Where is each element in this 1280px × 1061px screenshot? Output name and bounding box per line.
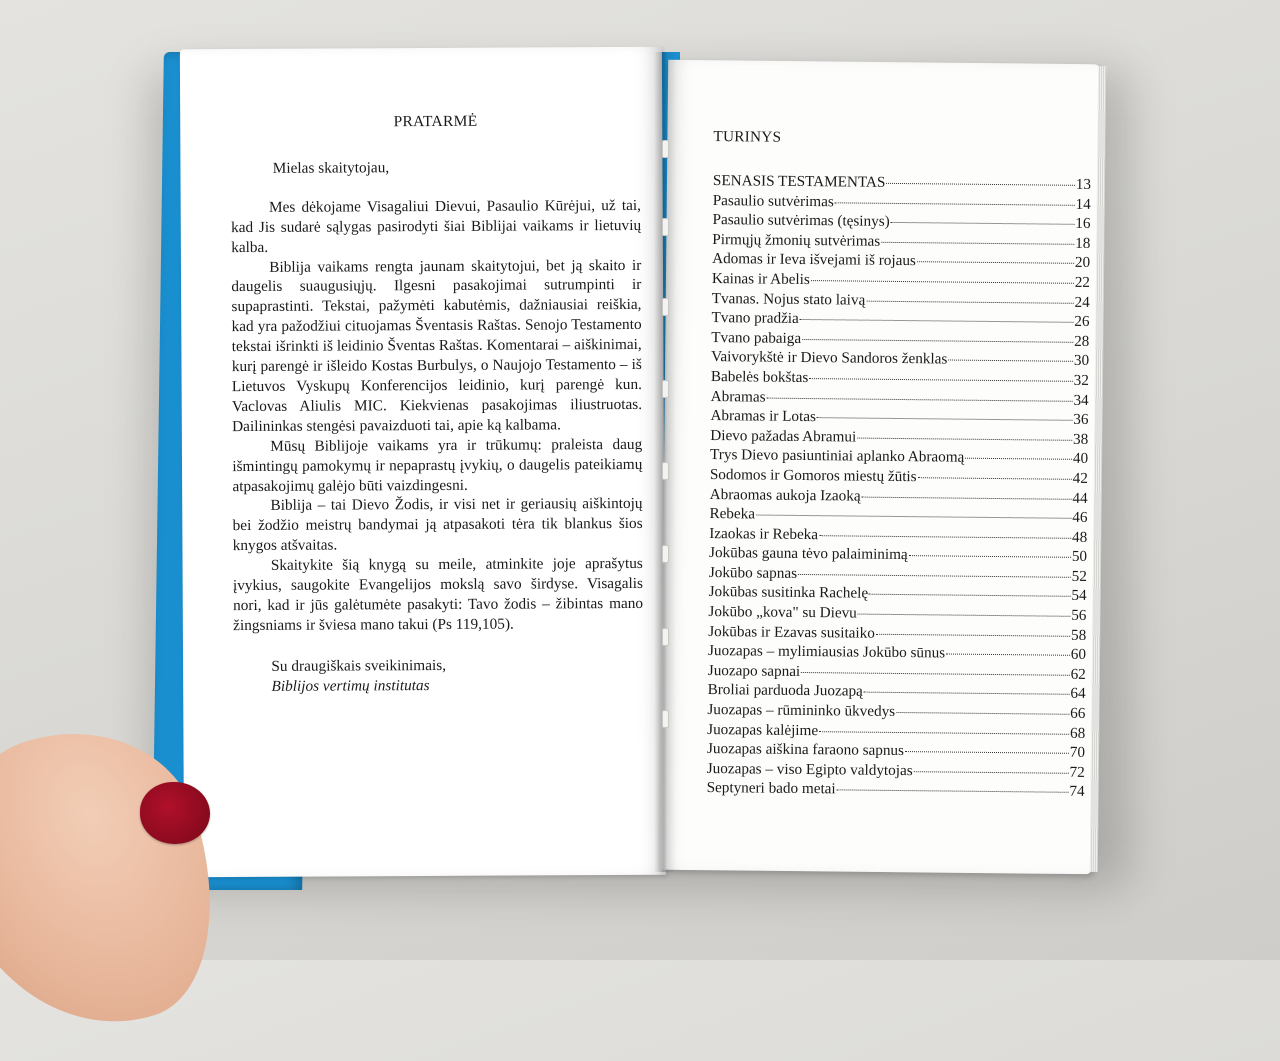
toc-entry-page: 58: [1070, 626, 1087, 644]
toc-leader-dots: [756, 515, 1071, 519]
toc-entry-page: 38: [1073, 430, 1089, 448]
toc-entry-page: 42: [1072, 469, 1088, 487]
toc-entry-title: Broliai parduoda Juozapą: [707, 681, 863, 701]
toc-entry-page: 48: [1071, 528, 1088, 546]
toc-entry-page: 16: [1075, 215, 1091, 233]
toc-leader-dots: [801, 672, 1069, 676]
toc-entry-title: Sodomos ir Gomoros miestų žūtis: [709, 465, 917, 486]
binding-stitch: [662, 462, 669, 480]
toc-leader-dots: [857, 437, 1072, 440]
toc-leader-dots: [965, 458, 1072, 460]
toc-entry-page: 72: [1069, 763, 1085, 781]
preface-paragraph: Mes dėkojame Visagaliui Dievui, Pasaulio Kūrėjui, už tai, kad Jis sudarė sąlygas pasirodyti šiai Biblijai vaikams ir lietuvių kalba.: [231, 196, 642, 256]
binding-stitch: [662, 298, 669, 316]
toc-entry-page: 13: [1075, 175, 1092, 193]
toc-entry-title: Juozapas – viso Egipto valdytojas: [706, 759, 913, 779]
toc-entry-title: Jokūbo sapnas: [708, 563, 798, 582]
toc-entry-page: 28: [1074, 332, 1090, 350]
toc-entry-title: Jokūbo „kova" su Dievu: [708, 603, 857, 622]
toc-entry-page: 40: [1072, 450, 1089, 468]
binding-stitch: [662, 218, 669, 236]
toc-entry-page: 64: [1070, 685, 1086, 703]
toc-entry-page: 44: [1072, 489, 1088, 507]
toc-entry-title: SENASIS TESTAMENTAS: [712, 172, 886, 191]
toc-entry-page: 56: [1071, 606, 1087, 625]
toc-leader-dots: [909, 555, 1071, 558]
toc-entry-title: Tvanas. Nojus stato laivą: [711, 289, 866, 309]
toc-leader-dots: [862, 496, 1072, 499]
toc-leader-dots: [802, 339, 1073, 343]
toc-entry-page: 60: [1070, 646, 1087, 664]
toc-entry-page: 68: [1069, 724, 1086, 742]
toc-entry-title: Jokūbas gauna tėvo palaiminimą: [708, 544, 908, 564]
preface-signature: Biblijos vertimų institutas: [271, 676, 430, 695]
toc-entry-title: Kainas ir Abelis: [711, 270, 810, 289]
toc-leader-dots: [811, 280, 1074, 284]
preface-paragraph: Biblija – tai Dievo Žodis, ir visi net ir geriausių aiškintojų bei žodžio meistrų bandymai ją atpasakoti tėra tik blankus šios knygos atšvaitas.: [232, 495, 643, 555]
preface-text: [230, 111, 643, 697]
toc-entry-page: 62: [1070, 665, 1086, 683]
toc-entry-page: 20: [1074, 254, 1091, 272]
toc-leader-dots: [914, 771, 1069, 774]
toc-entry-page: 34: [1073, 391, 1089, 409]
toc-entry-page: 54: [1071, 587, 1087, 605]
preface-closing: Su draugiškais sveikinimais,: [271, 656, 447, 675]
toc-leader-dots: [819, 731, 1069, 735]
toc-leader-dots: [896, 712, 1069, 715]
toc-entry-page: 70: [1069, 744, 1086, 762]
toc-entry-title: Juozapas – rūmininko ūkvedys: [707, 701, 896, 721]
toc-entry-title: Abramas: [710, 387, 766, 406]
toc-entry-page: 66: [1070, 704, 1086, 722]
toc-entry-title: Juozapas – mylimiausias Jokūbo sūnus: [707, 642, 946, 662]
toc-entry-page: 74: [1069, 783, 1085, 801]
toc-entry-page: 14: [1075, 195, 1091, 213]
toc-entry-title: Izaokas ir Rebeka: [709, 524, 819, 543]
toc-entry-title: Vaivorykštė ir Dievo Sandoros ženklas: [711, 348, 948, 368]
toc-entry-title: Tvano pradžia: [711, 309, 799, 328]
table-of-contents: [706, 128, 1091, 803]
toc-entry-title: Jokūbas susitinka Rachelę: [708, 583, 869, 603]
toc-leader-dots: [881, 242, 1074, 245]
toc-entry-page: 46: [1072, 508, 1088, 527]
toc-entry-title: Juozapas aiškina faraono sapnus: [706, 740, 905, 760]
toc-entry-title: Babelės bokštas: [710, 367, 809, 386]
toc-list: [706, 172, 1091, 803]
toc-leader-dots: [809, 378, 1072, 382]
toc-entry-title: Trys Dievo pasiuntiniai aplanko Abraomą: [710, 446, 965, 466]
toc-entry-title: Dievo pažadas Abramui: [710, 426, 857, 446]
toc-entry-page: 24: [1074, 293, 1090, 311]
toc-entry-page: 36: [1073, 410, 1089, 429]
toc-entry-title: Pasaulio sutvėrimas (tęsinys): [712, 211, 890, 231]
binding-stitch: [662, 628, 669, 646]
toc-entry-title: Adomas ir Ieva išvejami iš rojaus: [712, 250, 916, 270]
toc-leader-dots: [891, 222, 1075, 225]
toc-entry-title: Jokūbas ir Ezavas susitaiko: [708, 622, 875, 642]
toc-entry-page: 26: [1074, 312, 1090, 331]
toc-leader-dots: [864, 692, 1070, 695]
preface-title: PRATARMĖ: [393, 112, 478, 131]
preface-paragraph: Mūsų Biblijoje vaikams yra ir trūkumų: praleista daug išmintingų pamokymų ir nepaprastų įvykių, o daugelis pateikiamų atpasakojimų galėjo būti vaizdingesni.: [232, 435, 643, 495]
toc-leader-dots: [869, 594, 1070, 597]
toc-entry-title: Rebeka: [709, 505, 756, 523]
toc-leader-dots: [876, 633, 1070, 636]
toc-entry-title: Juozapas kalėjime: [707, 720, 819, 739]
toc-leader-dots: [798, 574, 1071, 578]
toc-entry-page: 22: [1074, 273, 1091, 291]
toc-leader-dots: [800, 319, 1074, 323]
toc-leader-dots: [948, 360, 1073, 362]
toc-leader-dots: [866, 300, 1073, 303]
toc-entry-page: 52: [1071, 567, 1087, 585]
toc-title: TURINYS: [713, 128, 782, 146]
toc-leader-dots: [917, 262, 1074, 265]
toc-entry[interactable]: [706, 779, 1084, 803]
toc-leader-dots: [858, 614, 1070, 617]
toc-leader-dots: [905, 751, 1069, 754]
toc-leader-dots: [817, 417, 1072, 421]
toc-leader-dots: [837, 790, 1069, 793]
toc-leader-dots: [918, 477, 1072, 480]
binding-stitch: [662, 380, 669, 398]
preface-paragraph: Skaitykite šią knygą su meile, atminkite joje aprašytus įvykius, saugokite Evangelijos mokslą savo širdyse. Visagalis nori, kad ir jūs galėtumėte pasakyti: Tavo žodis – žibintas mano žingsniams ir šviesa mano takui (Ps 119,105).: [232, 555, 644, 634]
toc-entry-title: Juozapo sapnai: [707, 661, 801, 680]
toc-leader-dots: [819, 535, 1071, 539]
toc-entry-page: 32: [1073, 371, 1089, 389]
toc-entry-title: Pasaulio sutvėrimas: [712, 191, 834, 210]
preface-greeting: Mielas skaitytojau,: [272, 159, 390, 177]
toc-entry-title: Abraomas aukoja Izaoką: [709, 485, 861, 505]
toc-entry-title: Septyneri bado metai: [706, 779, 836, 798]
binding-stitch: [662, 140, 669, 158]
toc-entry-page: 18: [1075, 234, 1091, 252]
toc-entry-page: 50: [1071, 548, 1088, 566]
toc-entry-title: Abramas ir Lotas: [710, 407, 817, 426]
preface-paragraph: Biblija vaikams rengta jaunam skaitytojui, bet ją skaito ir daugelis suaugusiųjų. Ilgesni pasakojimai sutrumpinti ir supaprastinti. Tekstai, pažymėti kabutėmis, dažniausiai reiškia, kad yra pažodžiui cituojamas Šventasis Raštas. Senojo Testamento tekstai išrinkti iš leidinio Šventas Raštas. Komentarai – aiškinimai, kurį parengė ir išleido Kostas Burbulys, o Naujojo Testamento – iš Lietuvos Vyskupų Konferencijos leidinio, kurį parengė kun. Vaclovas Aliulis MIC. Kiekvienas pasakojimas iliustruotas. Dailininkas stengėsi pavaizduoti tai, apie ką kalbama.: [231, 256, 643, 435]
binding-stitch: [662, 710, 669, 728]
toc-entry-title: Tvano pabaiga: [711, 328, 802, 347]
toc-leader-dots: [886, 183, 1074, 186]
toc-entry-page: 30: [1073, 352, 1090, 370]
toc-leader-dots: [767, 397, 1073, 401]
binding-stitch: [662, 545, 669, 563]
toc-leader-dots: [946, 654, 1070, 656]
toc-leader-dots: [835, 202, 1075, 206]
painted-thumbnail: [140, 782, 210, 844]
toc-entry-title: Pirmųjų žmonių sutvėrimas: [712, 230, 881, 250]
